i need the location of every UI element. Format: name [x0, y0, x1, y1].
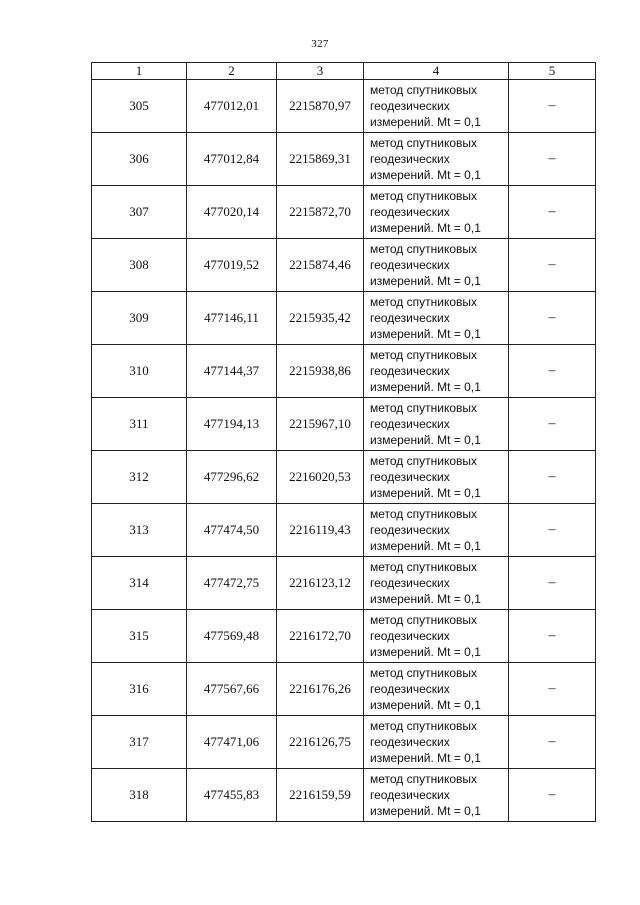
method-line: метод спутниковых [370, 295, 478, 309]
method-line: метод спутниковых [370, 348, 478, 362]
method-line: геодезических [370, 152, 450, 166]
table-header [92, 63, 596, 80]
note-cell: – [509, 133, 596, 186]
note-cell: – [509, 186, 596, 239]
column-header-1: 1 [92, 63, 187, 80]
method-line: измерений. Mt = 0,1 [370, 592, 481, 606]
method-line: метод спутниковых [370, 560, 478, 574]
table-row [92, 292, 596, 345]
note-cell: – [509, 292, 596, 345]
point-number-cell: 306 [92, 133, 187, 186]
y-coordinate-cell: 2216020,53 [277, 451, 364, 504]
point-number-cell: 318 [92, 769, 187, 822]
header-row [92, 63, 596, 80]
method-line: метод спутниковых [370, 136, 478, 150]
method-line: измерений. Mt = 0,1 [370, 486, 481, 500]
page-number: 327 [311, 38, 329, 50]
method-line: геодезических [370, 417, 450, 431]
method-line: измерений. Mt = 0,1 [370, 327, 481, 341]
note-cell: – [509, 504, 596, 557]
method-line: геодезических [370, 311, 450, 325]
note-cell: – [509, 663, 596, 716]
method-cell [364, 716, 509, 769]
method-line: метод спутниковых [370, 613, 478, 627]
method-line: измерений. Mt = 0,1 [370, 380, 481, 394]
method-line: измерений. Mt = 0,1 [370, 115, 481, 129]
method-line: измерений. Mt = 0,1 [370, 539, 481, 553]
point-number-cell: 314 [92, 557, 187, 610]
method-cell [364, 133, 509, 186]
method-line: метод спутниковых [370, 454, 478, 468]
x-coordinate-cell: 477472,75 [187, 557, 277, 610]
method-line: метод спутниковых [370, 507, 478, 521]
note-cell: – [509, 769, 596, 822]
y-coordinate-cell: 2215938,86 [277, 345, 364, 398]
coordinates-table [91, 62, 596, 822]
table-row [92, 345, 596, 398]
table-row [92, 504, 596, 557]
method-line: геодезических [370, 629, 450, 643]
note-cell: – [509, 557, 596, 610]
table-row [92, 451, 596, 504]
method-line: метод спутниковых [370, 242, 478, 256]
table-row [92, 557, 596, 610]
method-cell [364, 186, 509, 239]
method-line: измерений. Mt = 0,1 [370, 433, 481, 447]
y-coordinate-cell: 2216176,26 [277, 663, 364, 716]
point-number-cell: 315 [92, 610, 187, 663]
x-coordinate-cell: 477455,83 [187, 769, 277, 822]
x-coordinate-cell: 477194,13 [187, 398, 277, 451]
y-coordinate-cell: 2215874,46 [277, 239, 364, 292]
method-line: метод спутниковых [370, 401, 478, 415]
y-coordinate-cell: 2216126,75 [277, 716, 364, 769]
method-cell [364, 769, 509, 822]
method-line: геодезических [370, 470, 450, 484]
x-coordinate-cell: 477569,48 [187, 610, 277, 663]
y-coordinate-cell: 2216123,12 [277, 557, 364, 610]
method-line: геодезических [370, 682, 450, 696]
method-line: геодезических [370, 735, 450, 749]
x-coordinate-cell: 477012,84 [187, 133, 277, 186]
method-cell [364, 557, 509, 610]
method-line: метод спутниковых [370, 666, 478, 680]
column-header-4: 4 [364, 63, 509, 80]
y-coordinate-cell: 2216172,70 [277, 610, 364, 663]
method-cell [364, 292, 509, 345]
y-coordinate-cell: 2216119,43 [277, 504, 364, 557]
method-line: геодезических [370, 576, 450, 590]
method-line: геодезических [370, 788, 450, 802]
point-number-cell: 311 [92, 398, 187, 451]
method-line: геодезических [370, 99, 450, 113]
method-line: метод спутниковых [370, 83, 478, 97]
x-coordinate-cell: 477019,52 [187, 239, 277, 292]
point-number-cell: 309 [92, 292, 187, 345]
method-cell [364, 504, 509, 557]
method-line: измерений. Mt = 0,1 [370, 751, 481, 765]
note-cell: – [509, 239, 596, 292]
method-line: метод спутниковых [370, 189, 478, 203]
table-row [92, 80, 596, 133]
y-coordinate-cell: 2215872,70 [277, 186, 364, 239]
y-coordinate-cell: 2215935,42 [277, 292, 364, 345]
point-number-cell: 310 [92, 345, 187, 398]
method-line: измерений. Mt = 0,1 [370, 221, 481, 235]
method-cell [364, 663, 509, 716]
table-row [92, 610, 596, 663]
method-line: измерений. Mt = 0,1 [370, 274, 481, 288]
table-row [92, 239, 596, 292]
method-line: метод спутниковых [370, 719, 478, 733]
method-line: измерений. Mt = 0,1 [370, 804, 481, 818]
x-coordinate-cell: 477146,11 [187, 292, 277, 345]
note-cell: – [509, 610, 596, 663]
table-row [92, 133, 596, 186]
x-coordinate-cell: 477020,14 [187, 186, 277, 239]
method-cell [364, 398, 509, 451]
method-line: геодезических [370, 258, 450, 272]
x-coordinate-cell: 477296,62 [187, 451, 277, 504]
y-coordinate-cell: 2215967,10 [277, 398, 364, 451]
note-cell: – [509, 398, 596, 451]
point-number-cell: 313 [92, 504, 187, 557]
method-line: измерений. Mt = 0,1 [370, 698, 481, 712]
y-coordinate-cell: 2215869,31 [277, 133, 364, 186]
table-row [92, 398, 596, 451]
x-coordinate-cell: 477144,37 [187, 345, 277, 398]
table-row [92, 663, 596, 716]
note-cell: – [509, 345, 596, 398]
table-row [92, 716, 596, 769]
method-cell [364, 610, 509, 663]
method-line: геодезических [370, 364, 450, 378]
method-line: геодезических [370, 205, 450, 219]
point-number-cell: 308 [92, 239, 187, 292]
column-header-3: 3 [277, 63, 364, 80]
method-cell [364, 451, 509, 504]
column-header-2: 2 [187, 63, 277, 80]
method-line: геодезических [370, 523, 450, 537]
x-coordinate-cell: 477471,06 [187, 716, 277, 769]
table-row [92, 769, 596, 822]
point-number-cell: 312 [92, 451, 187, 504]
x-coordinate-cell: 477474,50 [187, 504, 277, 557]
point-number-cell: 305 [92, 80, 187, 133]
x-coordinate-cell: 477567,66 [187, 663, 277, 716]
table-row [92, 186, 596, 239]
note-cell: – [509, 451, 596, 504]
x-coordinate-cell: 477012,01 [187, 80, 277, 133]
method-cell [364, 345, 509, 398]
column-header-5: 5 [509, 63, 596, 80]
point-number-cell: 307 [92, 186, 187, 239]
method-line: измерений. Mt = 0,1 [370, 645, 481, 659]
point-number-cell: 317 [92, 716, 187, 769]
y-coordinate-cell: 2216159,59 [277, 769, 364, 822]
method-line: метод спутниковых [370, 772, 478, 786]
method-cell [364, 80, 509, 133]
table-body [92, 80, 596, 822]
method-line: измерений. Mt = 0,1 [370, 168, 481, 182]
note-cell: – [509, 80, 596, 133]
point-number-cell: 316 [92, 663, 187, 716]
note-cell: – [509, 716, 596, 769]
method-cell [364, 239, 509, 292]
y-coordinate-cell: 2215870,97 [277, 80, 364, 133]
